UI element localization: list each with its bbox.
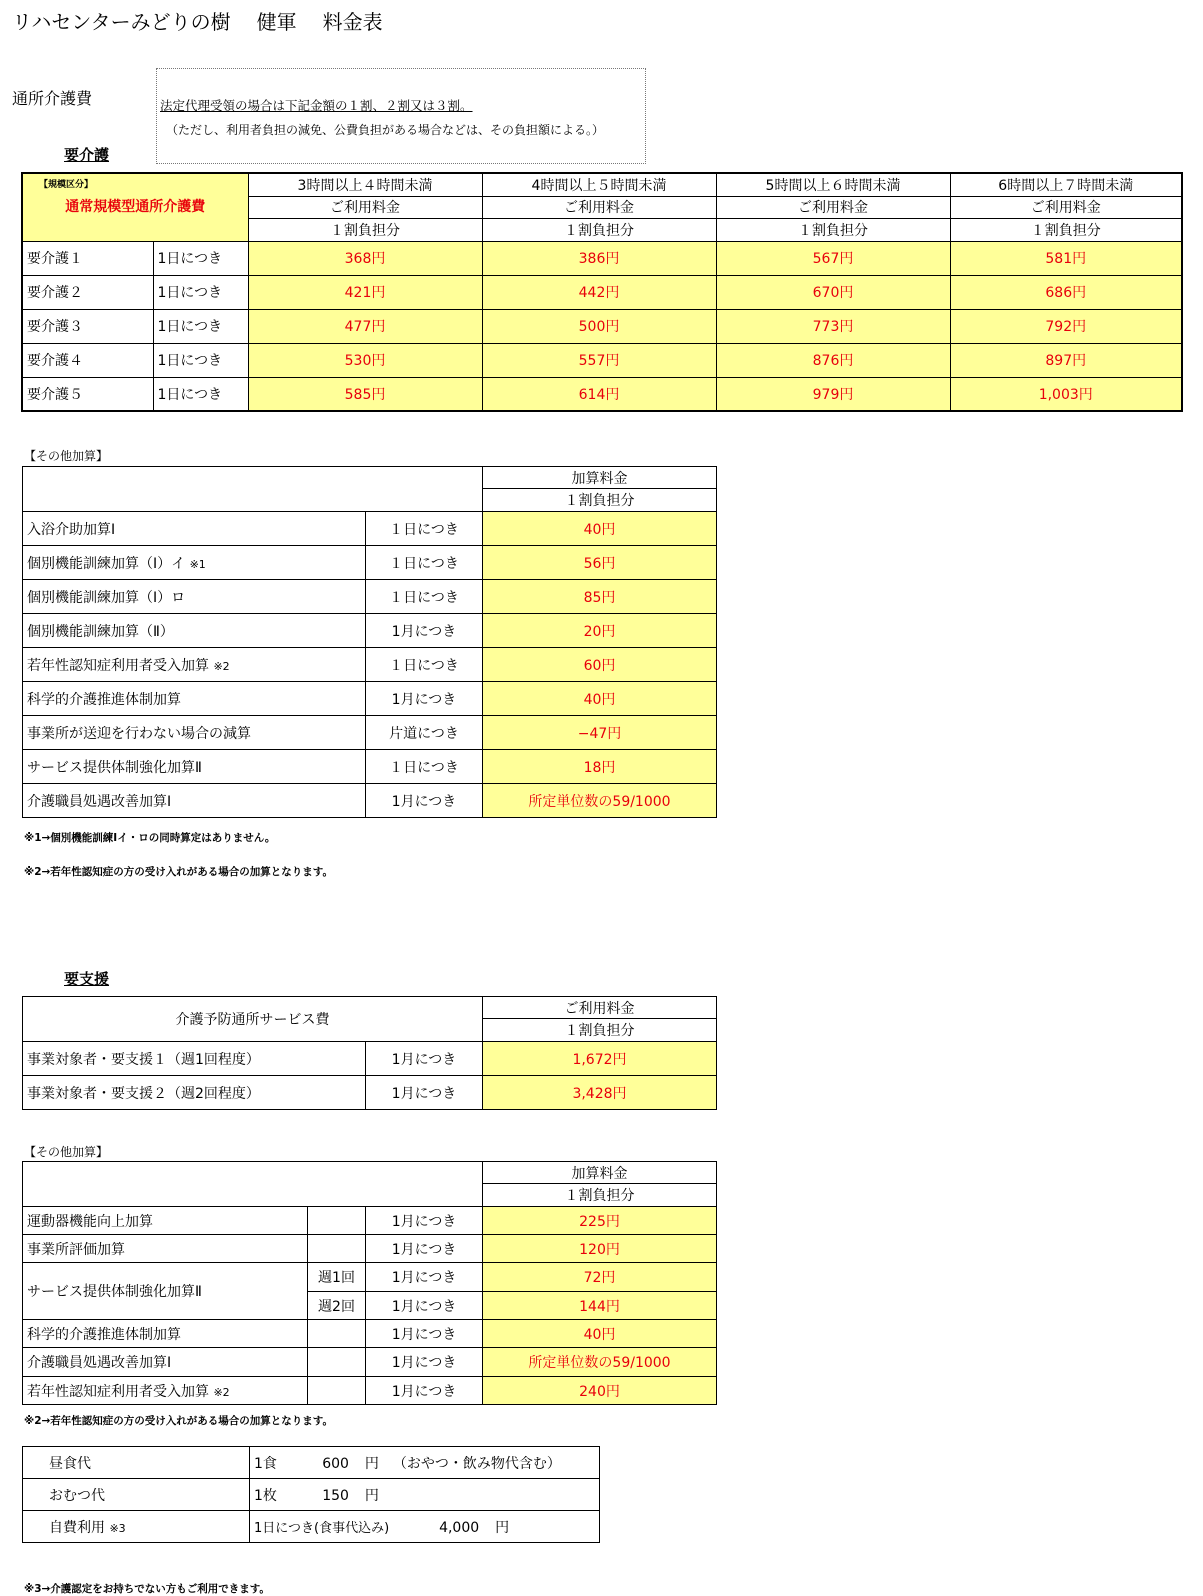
- unit: 1月につき: [366, 1207, 483, 1235]
- table-row: [23, 784, 717, 818]
- blank-header: [23, 467, 483, 512]
- unit: 1月につき: [366, 614, 483, 648]
- table-row: [23, 546, 717, 580]
- fee: 所定単位数の59/1000: [483, 1348, 717, 1377]
- fee: 240円: [483, 1377, 717, 1405]
- extra-name: 昼食代: [23, 1447, 250, 1479]
- extra-name: おむつ代: [23, 1479, 250, 1511]
- footnote-1: ※1→個別機能訓練Ⅰイ・ロの同時算定はありません。: [24, 832, 276, 844]
- unit: 1月につき: [366, 1377, 483, 1405]
- support-addons-table: [22, 1161, 717, 1405]
- footnote-2: ※2→若年性認知症の方の受け入れがある場合の加算となります。: [24, 866, 333, 878]
- scale-cell: [22, 173, 248, 241]
- fee: 557円: [482, 343, 716, 377]
- table-row: [23, 682, 717, 716]
- table-row: [23, 1377, 717, 1405]
- unit: 1月につき: [366, 1235, 483, 1263]
- freq: [308, 1320, 366, 1348]
- fee: 1,003円: [950, 377, 1182, 411]
- scale-value: 通常規模型通所介護費: [65, 199, 206, 215]
- table-row: [23, 750, 717, 784]
- addon-name: 運動器機能向上加算: [23, 1207, 308, 1235]
- fee: 225円: [483, 1207, 717, 1235]
- table-row: [23, 1479, 600, 1511]
- table-row: [23, 716, 717, 750]
- addon-name: 介護職員処遇改善加算Ⅰ: [23, 1348, 308, 1377]
- care-addons-heading: 【その他加算】: [24, 449, 109, 463]
- table-row: [23, 1348, 717, 1377]
- branch-name: 健軍: [256, 10, 297, 34]
- fee-label: 加算料金: [483, 1162, 717, 1184]
- blank-header: [23, 1162, 483, 1207]
- fee-label: ご利用料金: [248, 196, 482, 218]
- table-row: [23, 1320, 717, 1348]
- table-row: [23, 1076, 717, 1110]
- support-name: 事業対象者・要支援２（週2回程度）: [23, 1076, 366, 1110]
- fee: 897円: [950, 343, 1182, 377]
- extra-price: 1日につき(食事代込み) 4,000 円: [250, 1511, 600, 1543]
- fee: 40円: [483, 1320, 717, 1348]
- care-level: 要介護２: [22, 275, 153, 309]
- fee: 442円: [482, 275, 716, 309]
- unit: 1月につき: [366, 1320, 483, 1348]
- fee: 120円: [483, 1235, 717, 1263]
- scale-label: 【規模区分】: [39, 180, 94, 190]
- table-row: [23, 1235, 717, 1263]
- unit: 1日につき: [153, 241, 248, 275]
- unit: １日につき: [366, 750, 483, 784]
- care-heading: 要介護: [64, 146, 110, 164]
- fee: −47円: [483, 716, 717, 750]
- fee: 979円: [716, 377, 950, 411]
- fee: 40円: [483, 512, 717, 546]
- fee: 72円: [483, 1263, 717, 1292]
- fee: 所定単位数の59/1000: [483, 784, 717, 818]
- freq: [308, 1207, 366, 1235]
- fee: 1,672円: [483, 1042, 717, 1076]
- freq: 週2回: [308, 1292, 366, 1320]
- fee: 421円: [248, 275, 482, 309]
- addon-name: サービス提供体制強化加算Ⅱ: [23, 750, 366, 784]
- freq: [308, 1348, 366, 1377]
- share-label: １割負担分: [483, 1019, 717, 1042]
- table-row: [22, 309, 1182, 343]
- facility-name: リハセンターみどりの樹: [12, 10, 231, 34]
- addon-name: 事業所が送迎を行わない場合の減算: [23, 716, 366, 750]
- care-level: 要介護４: [22, 343, 153, 377]
- fee: 792円: [950, 309, 1182, 343]
- fee: 368円: [248, 241, 482, 275]
- addon-name: 若年性認知症利用者受入加算 ※2: [23, 1377, 308, 1405]
- fee: 85円: [483, 580, 717, 614]
- unit: 1月につき: [366, 1263, 483, 1292]
- addon-name: 介護職員処遇改善加算Ⅰ: [23, 784, 366, 818]
- table-row: [23, 1207, 717, 1235]
- care-level: 要介護５: [22, 377, 153, 411]
- table-row: [23, 614, 717, 648]
- support-heading: 要支援: [64, 970, 110, 988]
- fee: 614円: [482, 377, 716, 411]
- footnote-support: ※2→若年性認知症の方の受け入れがある場合の加算となります。: [24, 1415, 333, 1427]
- unit: 1日につき: [153, 275, 248, 309]
- addon-name: 若年性認知症利用者受入加算 ※2: [23, 648, 366, 682]
- fee: 20円: [483, 614, 717, 648]
- fee: 773円: [716, 309, 950, 343]
- fee: 56円: [483, 546, 717, 580]
- footnote-extras: ※3→介護認定をお持ちでない方もご利用できます。: [24, 1583, 270, 1595]
- support-addons-heading: 【その他加算】: [24, 1145, 109, 1159]
- fee-label: ご利用料金: [483, 997, 717, 1019]
- fee-label: ご利用料金: [716, 196, 950, 218]
- share-label: １割負担分: [482, 218, 716, 241]
- fee-label: ご利用料金: [950, 196, 1182, 218]
- fee-label: 加算料金: [483, 467, 717, 489]
- share-label: １割負担分: [248, 218, 482, 241]
- extra-price: 1食 600 円 （おやつ・飲み物代含む）: [250, 1447, 600, 1479]
- unit: １日につき: [366, 512, 483, 546]
- addon-name: 個別機能訓練加算（Ⅱ）: [23, 614, 366, 648]
- col-header: 6時間以上７時間未満: [950, 173, 1182, 196]
- table-row: [23, 1042, 717, 1076]
- doc-type: 料金表: [322, 10, 383, 34]
- fee: 477円: [248, 309, 482, 343]
- unit: 1月につき: [366, 1042, 483, 1076]
- care-addons-table: [22, 466, 717, 818]
- table-row: [23, 512, 717, 546]
- freq: [308, 1377, 366, 1405]
- unit: 1月につき: [366, 682, 483, 716]
- table-row: [23, 1511, 600, 1543]
- fee: 18円: [483, 750, 717, 784]
- unit: １日につき: [366, 546, 483, 580]
- service-label: 介護予防通所サービス費: [23, 997, 483, 1042]
- fee: 530円: [248, 343, 482, 377]
- extras-table: [22, 1446, 600, 1543]
- fee: 60円: [483, 648, 717, 682]
- unit: 1月につき: [366, 784, 483, 818]
- table-row: [23, 580, 717, 614]
- share-label: １割負担分: [483, 1184, 717, 1207]
- notice-line-1: 法定代理受領の場合は下記金額の１割、２割又は３割。: [160, 98, 473, 113]
- fee: 3,428円: [483, 1076, 717, 1110]
- table-row: [22, 275, 1182, 309]
- extra-name: 自費利用 ※3: [23, 1511, 250, 1543]
- section-title: 通所介護費: [12, 89, 93, 108]
- share-label: １割負担分: [483, 489, 717, 512]
- col-header: 3時間以上４時間未満: [248, 173, 482, 196]
- table-row: [23, 1263, 717, 1292]
- extra-price: 1枚 150 円: [250, 1479, 600, 1511]
- addon-name: 個別機能訓練加算（Ⅰ）ロ: [23, 580, 366, 614]
- fee: 567円: [716, 241, 950, 275]
- unit: 1日につき: [153, 377, 248, 411]
- freq: [308, 1235, 366, 1263]
- unit: 1月につき: [366, 1076, 483, 1110]
- unit: 片道につき: [366, 716, 483, 750]
- fee: 581円: [950, 241, 1182, 275]
- table-row: [23, 648, 717, 682]
- addon-name: 科学的介護推進体制加算: [23, 682, 366, 716]
- notice-box: [156, 68, 646, 164]
- col-header: 4時間以上５時間未満: [482, 173, 716, 196]
- fee-label: ご利用料金: [482, 196, 716, 218]
- fee: 876円: [716, 343, 950, 377]
- fee: 386円: [482, 241, 716, 275]
- freq: 週1回: [308, 1263, 366, 1292]
- fee: 144円: [483, 1292, 717, 1320]
- care-level: 要介護３: [22, 309, 153, 343]
- unit: 1日につき: [153, 309, 248, 343]
- share-label: １割負担分: [950, 218, 1182, 241]
- unit: 1月につき: [366, 1348, 483, 1377]
- notice-line-2: （ただし、利用者負担の減免、公費負担がある場合などは、その負担額による。）: [166, 123, 605, 137]
- addon-name: サービス提供体制強化加算Ⅱ: [23, 1263, 308, 1320]
- addon-name: 入浴介助加算Ⅰ: [23, 512, 366, 546]
- support-fee-table: [22, 996, 717, 1110]
- fee: 670円: [716, 275, 950, 309]
- page-title: [12, 6, 409, 35]
- unit: 1日につき: [153, 343, 248, 377]
- col-header: 5時間以上６時間未満: [716, 173, 950, 196]
- addon-name: 事業所評価加算: [23, 1235, 308, 1263]
- table-row: [23, 1447, 600, 1479]
- care-fee-table: [21, 172, 1183, 412]
- care-level: 要介護１: [22, 241, 153, 275]
- unit: １日につき: [366, 580, 483, 614]
- support-name: 事業対象者・要支援１（週1回程度）: [23, 1042, 366, 1076]
- fee: 500円: [482, 309, 716, 343]
- fee: 40円: [483, 682, 717, 716]
- fee: 686円: [950, 275, 1182, 309]
- table-row: [22, 377, 1182, 411]
- table-row: [22, 241, 1182, 275]
- addon-name: 個別機能訓練加算（Ⅰ）イ ※1: [23, 546, 366, 580]
- share-label: １割負担分: [716, 218, 950, 241]
- table-row: [22, 343, 1182, 377]
- fee: 585円: [248, 377, 482, 411]
- addon-name: 科学的介護推進体制加算: [23, 1320, 308, 1348]
- unit: 1月につき: [366, 1292, 483, 1320]
- unit: １日につき: [366, 648, 483, 682]
